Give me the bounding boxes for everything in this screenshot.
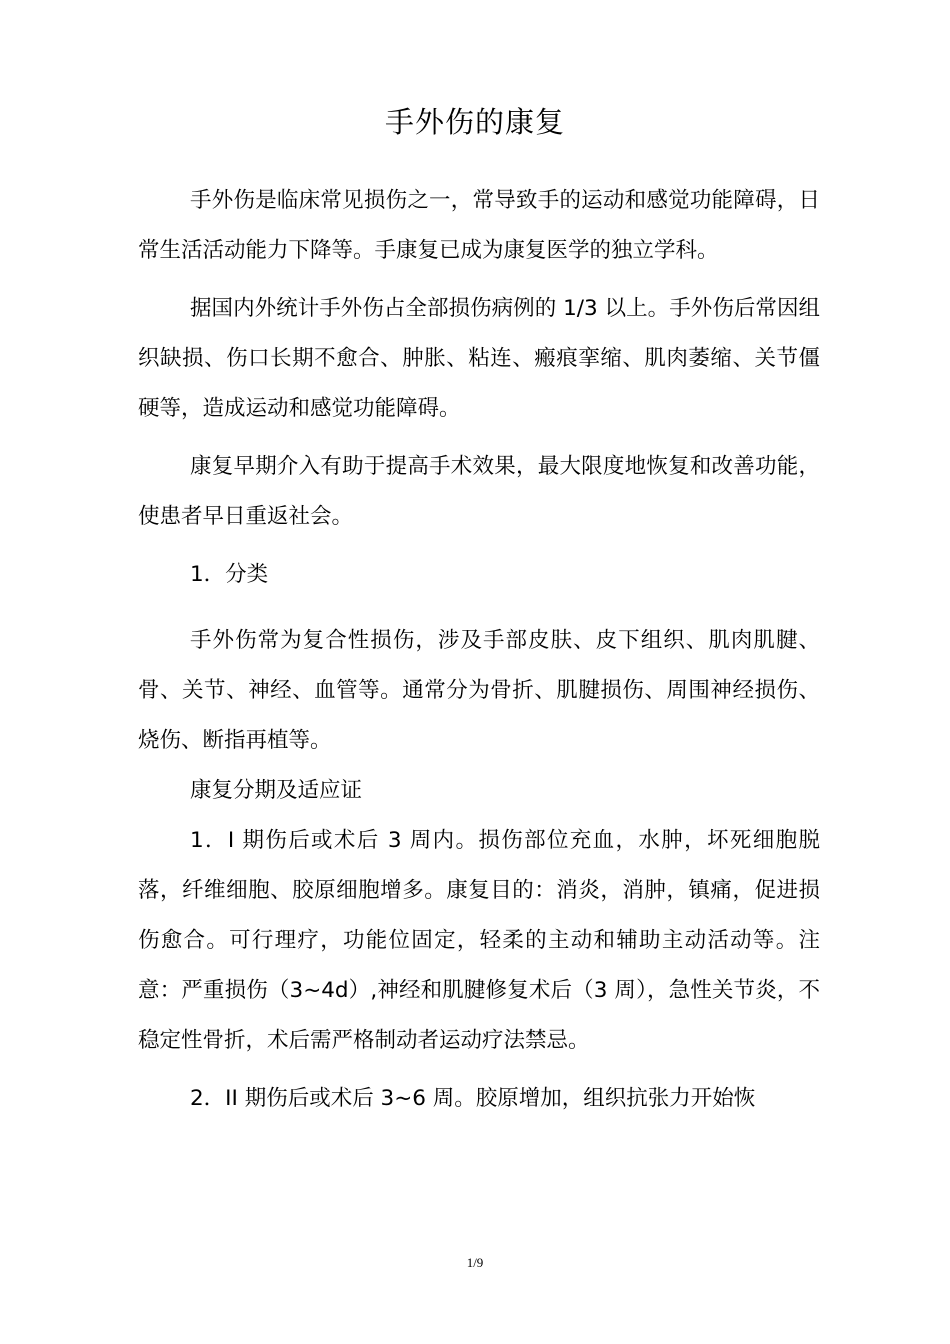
paragraph-classification: 手外伤常为复合性损伤，涉及手部皮肤、皮下组织、肌肉肌腱、骨、关节、神经、血管等。通常分为骨折、肌腱损伤、周围神经损伤、烧伤、断指再植等。 — [138, 628, 820, 753]
paragraph-stage-1: 1．I 期伤后或术后 3 周内。损伤部位充血，水肿，坏死细胞脱落，纤维细胞、胶原细胞增多。康复目的：消炎，消肿，镇痛，促进损伤愈合。可行理疗，功能位固定，轻柔的主动和辅助主动活动等。注意：严重损伤（3~4d）,神经和肌腱修复术后（3 周），急性关节炎，不稳定性骨折，术后需严格制动者运动疗法禁忌。 — [138, 828, 820, 1053]
paragraph-statistics: 据国内外统计手外伤占全部损伤病例的 1/3 以上。手外伤后常因组织缺损、伤口长期不愈合、肿胀、粘连、瘢痕挛缩、肌肉萎缩、关节僵硬等，造成运动和感觉功能障碍。 — [138, 296, 820, 421]
document-body — [138, 176, 820, 1124]
section-heading-classification: 1．分类 — [190, 562, 269, 587]
paragraph-stage-2: 2．II 期伤后或术后 3~6 周。胶原增加，组织抗张力开始恢 — [190, 1086, 756, 1111]
page-number: 1/9 — [466, 1255, 484, 1270]
section-heading-stages: 康复分期及适应证 — [190, 778, 363, 803]
paragraph-early-intervention: 康复早期介入有助于提高手术效果，最大限度地恢复和改善功能，使患者早日重返社会。 — [138, 454, 820, 529]
paragraph-intro: 手外伤是临床常见损伤之一，常导致手的运动和感觉功能障碍，日常生活活动能力下降等。手康复已成为康复医学的独立学科。 — [138, 188, 820, 263]
document-title: 手外伤的康复 — [384, 105, 565, 139]
